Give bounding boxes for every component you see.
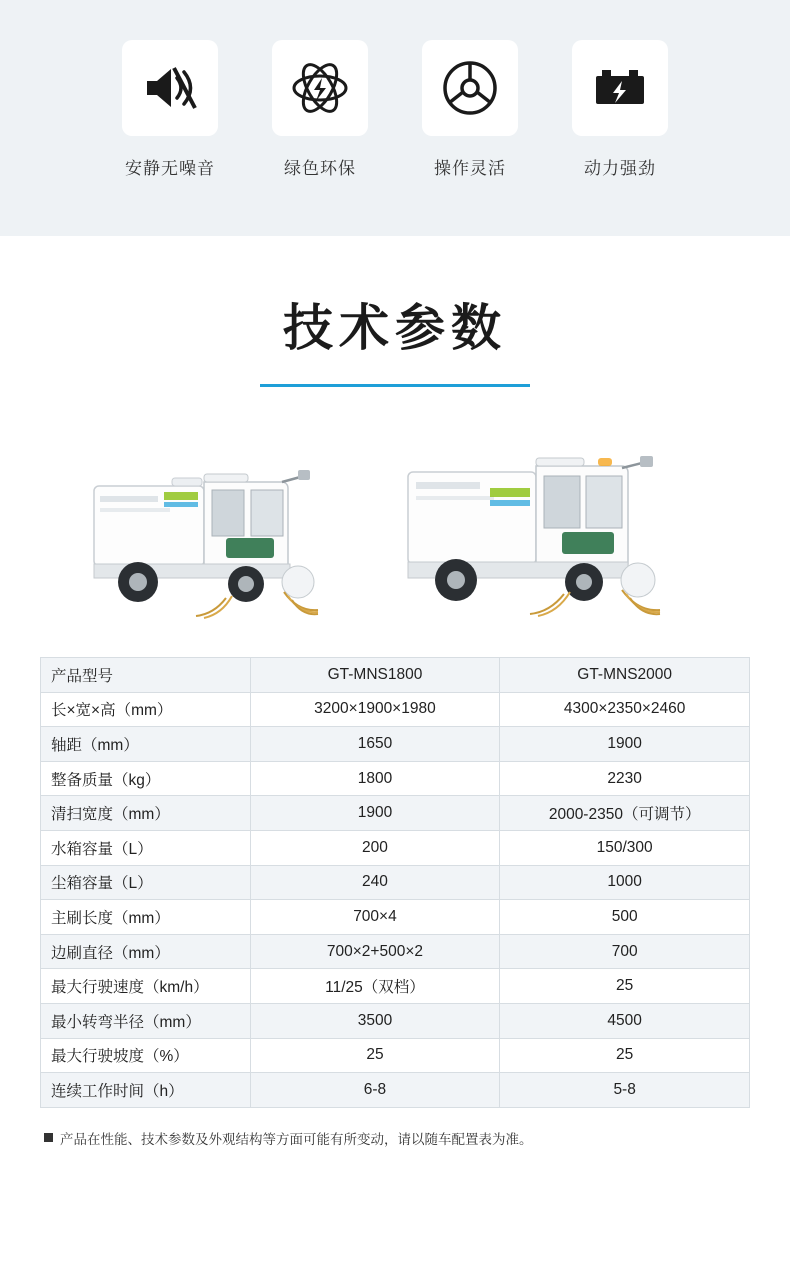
table-row <box>41 727 750 762</box>
feature-band <box>0 0 790 236</box>
feature-item-power <box>572 40 668 179</box>
product-image-row <box>0 409 790 639</box>
atom-eco-icon <box>272 40 368 136</box>
table-row <box>41 900 750 935</box>
row-label: 主刷长度（mm） <box>41 900 251 935</box>
table-row <box>41 830 750 865</box>
feature-item-eco <box>272 40 368 179</box>
row-label: 清扫宽度（mm） <box>41 796 251 831</box>
row-value-2: 5-8 <box>500 1073 750 1108</box>
feature-label: 动力强劲 <box>584 159 656 178</box>
feature-item-flexible <box>422 40 518 179</box>
row-value-2: 25 <box>500 969 750 1004</box>
battery-power-icon <box>572 40 668 136</box>
sweeper-gt-mns2000-photo <box>394 424 714 639</box>
row-value-1: 11/25（双档） <box>250 969 500 1004</box>
row-label: 最大行驶坡度（%） <box>41 1038 251 1073</box>
row-label: 连续工作时间（h） <box>41 1073 251 1108</box>
row-value-2: 150/300 <box>500 830 750 865</box>
row-value-1: 200 <box>250 830 500 865</box>
row-label: 整备质量（kg） <box>41 761 251 796</box>
steering-wheel-icon <box>422 40 518 136</box>
row-value-1: 240 <box>250 865 500 900</box>
sweeper-gt-mns1800-photo <box>76 434 376 639</box>
row-value-2: 1900 <box>500 727 750 762</box>
row-value-1: 3200×1900×1980 <box>250 692 500 727</box>
row-value-1: 25 <box>250 1038 500 1073</box>
table-row <box>41 1003 750 1038</box>
table-row <box>41 692 750 727</box>
row-value-1: 1800 <box>250 761 500 796</box>
column-header-gt-mns2000: GT-MNS2000 <box>500 658 750 693</box>
row-value-1: 700×4 <box>250 900 500 935</box>
footnote-text: 产品在性能、技术参数及外观结构等方面可能有所变动，请以随车配置表为准。 <box>60 1131 533 1147</box>
row-value-2: 4500 <box>500 1003 750 1038</box>
row-value-2: 2000-2350（可调节） <box>500 796 750 831</box>
table-row <box>41 865 750 900</box>
row-value-1: 700×2+500×2 <box>250 934 500 969</box>
table-row <box>41 761 750 796</box>
spec-table-wrap <box>0 639 790 1108</box>
table-header-row <box>41 658 750 693</box>
row-label: 边刷直径（mm） <box>41 934 251 969</box>
row-value-2: 25 <box>500 1038 750 1073</box>
row-value-2: 500 <box>500 900 750 935</box>
table-row <box>41 969 750 1004</box>
table-row <box>41 1038 750 1073</box>
row-value-2: 700 <box>500 934 750 969</box>
feature-row <box>0 40 790 179</box>
table-row <box>41 934 750 969</box>
row-label: 最小转弯半径（mm） <box>41 1003 251 1038</box>
feature-label: 安静无噪音 <box>125 159 215 178</box>
column-header-gt-mns1800: GT-MNS1800 <box>250 658 500 693</box>
feature-label: 绿色环保 <box>284 159 356 178</box>
row-value-1: 3500 <box>250 1003 500 1038</box>
row-value-2: 1000 <box>500 865 750 900</box>
bullet-square-icon <box>44 1133 53 1142</box>
spec-table <box>40 657 750 1108</box>
feature-item-quiet <box>122 40 218 179</box>
row-label: 尘箱容量（L） <box>41 865 251 900</box>
feature-label: 操作灵活 <box>434 159 506 178</box>
mute-speaker-icon <box>122 40 218 136</box>
row-label: 轴距（mm） <box>41 727 251 762</box>
page-title: 技术参数 <box>283 300 507 356</box>
column-header-model: 产品型号 <box>41 658 251 693</box>
row-value-1: 1900 <box>250 796 500 831</box>
row-value-1: 1650 <box>250 727 500 762</box>
section-title-wrap <box>0 236 790 387</box>
row-value-1: 6-8 <box>250 1073 500 1108</box>
footnote <box>44 1128 750 1148</box>
row-value-2: 4300×2350×2460 <box>500 692 750 727</box>
table-row <box>41 796 750 831</box>
row-label: 最大行驶速度（km/h） <box>41 969 251 1004</box>
table-row <box>41 1073 750 1108</box>
row-value-2: 2230 <box>500 761 750 796</box>
row-label: 水箱容量（L） <box>41 830 251 865</box>
title-underline <box>260 384 530 387</box>
row-label: 长×宽×高（mm） <box>41 692 251 727</box>
